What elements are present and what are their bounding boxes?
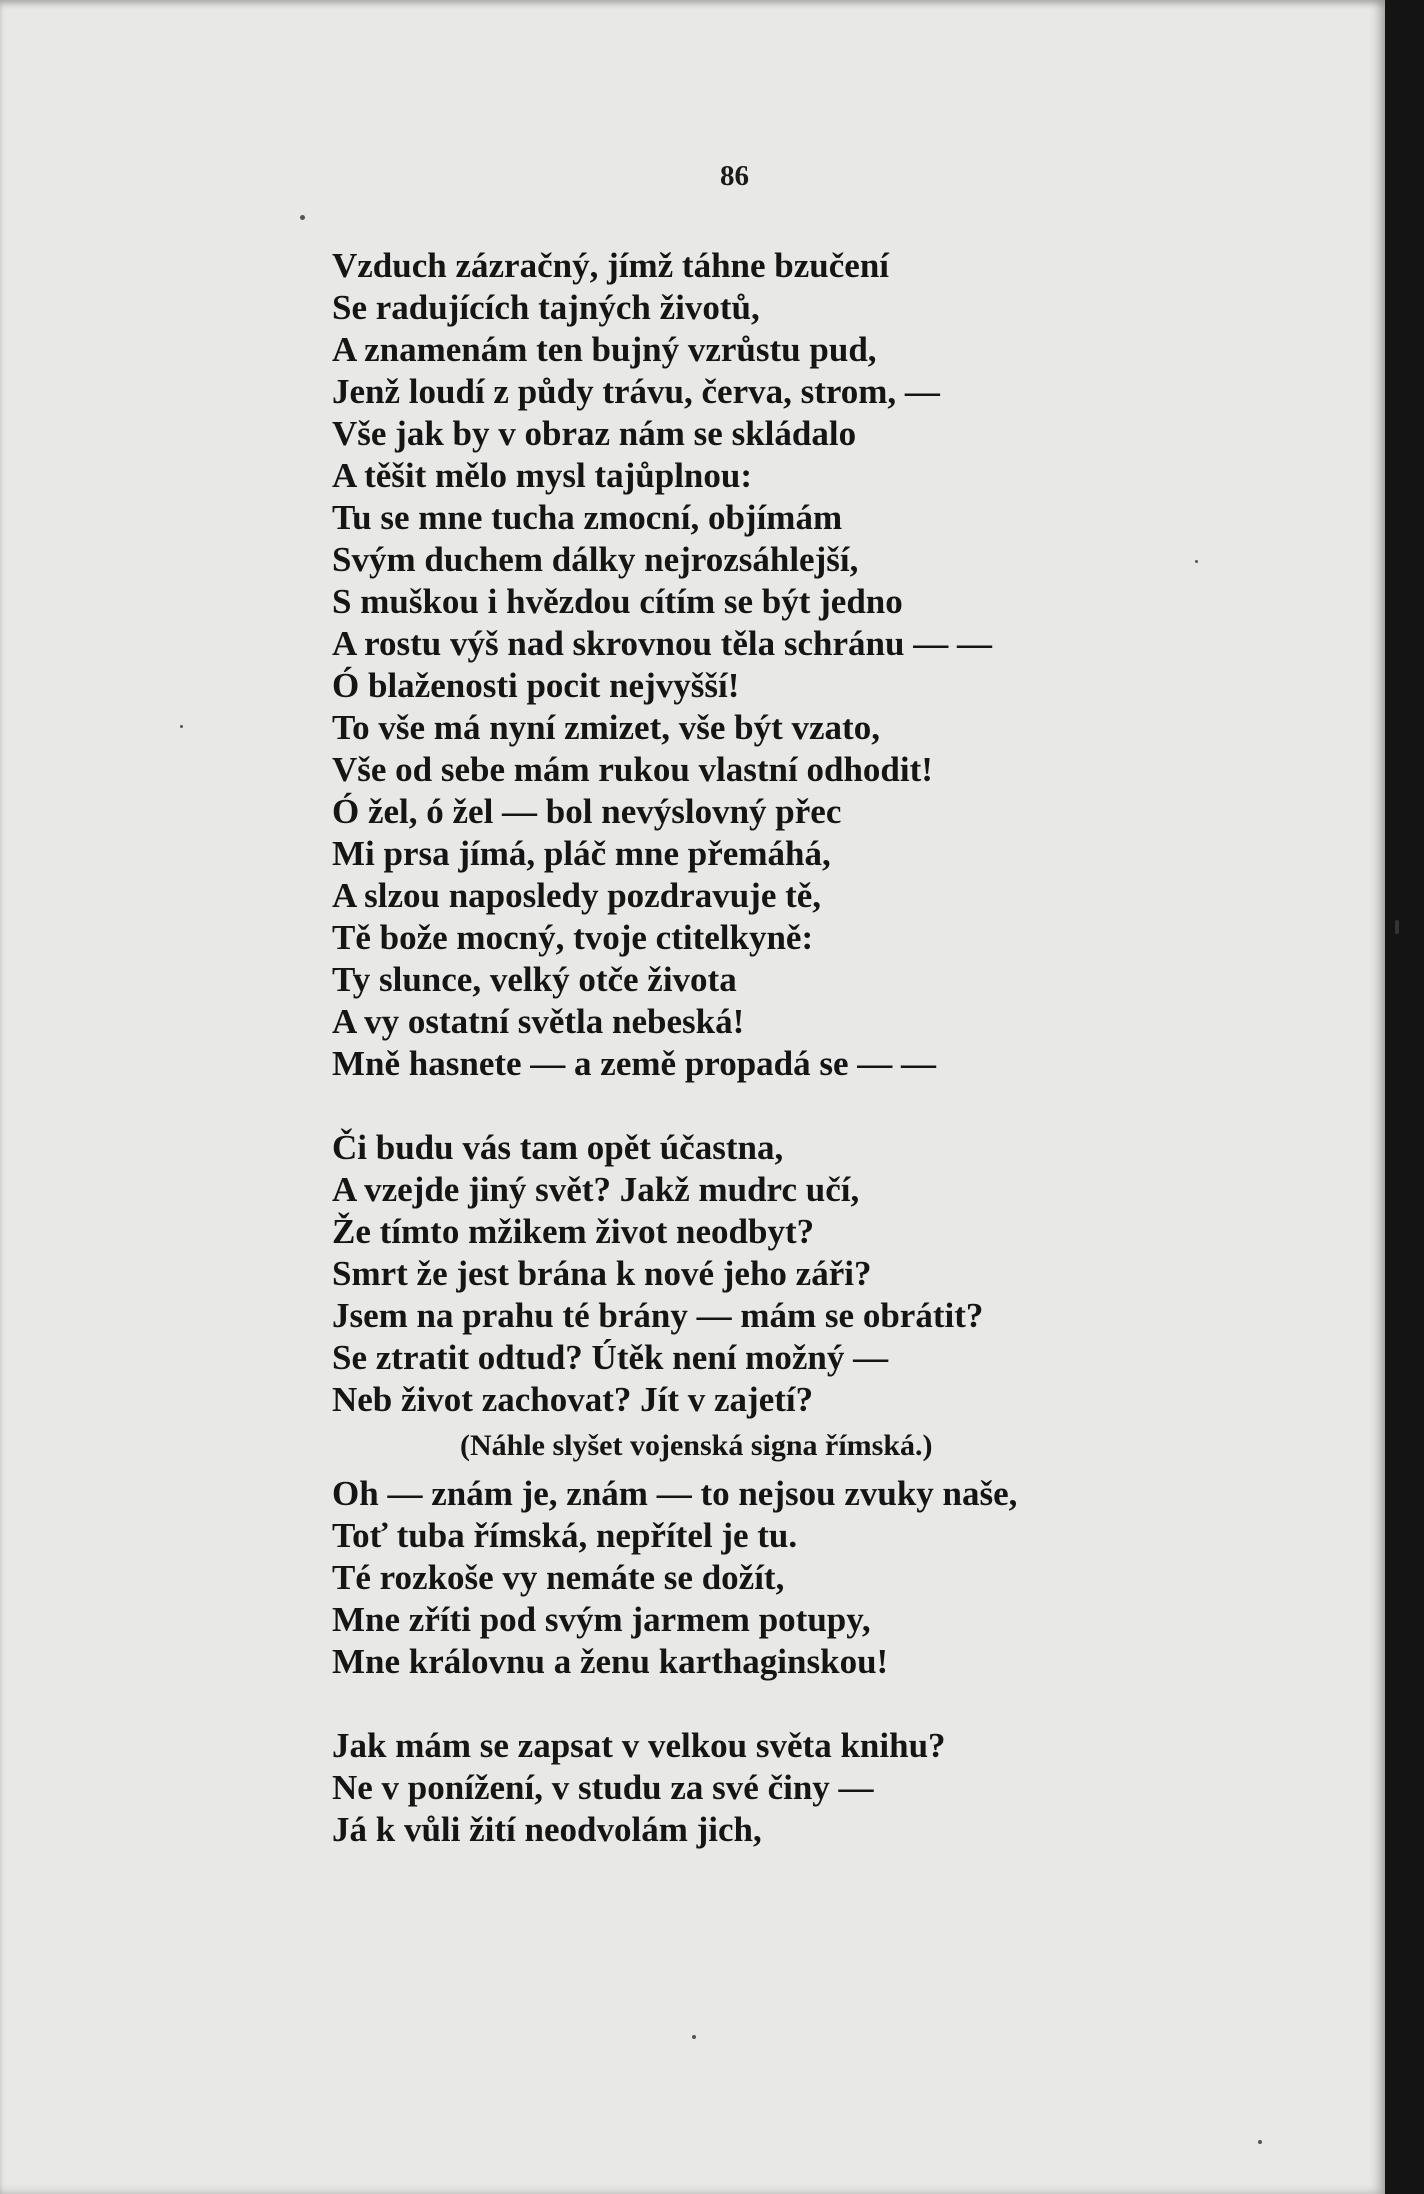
verse-line: Mne zříti pod svým jarmem potupy,	[332, 1600, 871, 1639]
verse-line: Ty slunce, velký otče života	[332, 960, 737, 999]
verse-line: A slzou naposledy pozdravuje tě,	[332, 876, 822, 915]
verse-line: Neb život zachovat? Jít v zajetí?	[332, 1380, 814, 1419]
verse-line: Oh — znám je, znám — to nejsou zvuky naše,	[332, 1474, 1018, 1513]
poem-text	[332, 245, 1232, 1851]
paper-speck	[1195, 560, 1198, 563]
stanza-gap	[332, 1085, 1232, 1127]
paper-speck	[1258, 2140, 1262, 2144]
stanza-4	[332, 1725, 1232, 1851]
verse-line: Vše jak by v obraz nám se skládalo	[332, 414, 857, 453]
verse-line: Že tímto mžikem život neodbyt?	[332, 1212, 815, 1251]
verse-line: Vše od sebe mám rukou vlastní odhodit!	[332, 750, 933, 789]
stanza-2	[332, 1127, 1232, 1421]
verse-line: A vzejde jiný svět? Jakž mudrc učí,	[332, 1170, 860, 1209]
verse-line: Či budu vás tam opět účastna,	[332, 1128, 784, 1167]
verse-line: Smrt že jest brána k nové jeho záři?	[332, 1254, 872, 1293]
verse-line: Ne v ponížení, v studu za své činy —	[332, 1768, 874, 1807]
stage-direction: (Náhle slyšet vojenská signa římská.)	[460, 1429, 933, 1462]
verse-line: Mne královnu a ženu karthaginskou!	[332, 1642, 889, 1681]
verse-line: Té rozkoše vy nemáte se dožít,	[332, 1558, 785, 1597]
verse-line: A těšit mělo mysl tajůplnou:	[332, 456, 752, 495]
verse-line: Jenž loudí z půdy trávu, červa, strom, —	[332, 372, 940, 411]
verse-line: S muškou i hvězdou cítím se být jedno	[332, 582, 903, 621]
verse-line: A znamenám ten bujný vzrůstu pud,	[332, 330, 877, 369]
paper-speck	[692, 2035, 696, 2039]
paper-speck	[180, 725, 183, 728]
verse-line: A vy ostatní světla nebeská!	[332, 1002, 745, 1041]
stanza-gap	[332, 1683, 1232, 1725]
verse-line: To vše má nyní zmizet, vše být vzato,	[332, 708, 880, 747]
verse-line: Vzduch zázračný, jímž táhne bzučení	[332, 246, 890, 285]
verse-line: Jsem na prahu té brány — mám se obrátit?	[332, 1296, 984, 1335]
page-number: 86	[720, 160, 749, 192]
verse-line: Se ztratit odtud? Útěk není možný —	[332, 1338, 889, 1377]
verse-line: Svým duchem dálky nejrozsáhlejší,	[332, 540, 859, 579]
verse-line: A rostu výš nad skrovnou těla schránu — —	[332, 624, 992, 663]
paper-speck	[300, 215, 305, 220]
verse-line: Se radujících tajných životů,	[332, 288, 760, 327]
verse-line: Ó žel, ó žel — bol nevýslovný přec	[332, 792, 842, 831]
paper-speck	[1395, 920, 1399, 934]
verse-line: Mi prsa jímá, pláč mne přemáhá,	[332, 834, 831, 873]
stanza-1	[332, 245, 1232, 1085]
verse-line: Tu se mne tucha zmocní, objímám	[332, 498, 843, 537]
verse-line: Mně hasnete — a země propadá se — —	[332, 1044, 937, 1083]
stanza-3	[332, 1473, 1232, 1683]
verse-line: Toť tuba římská, nepřítel je tu.	[332, 1516, 798, 1555]
verse-line: Tě bože mocný, tvoje ctitelkyně:	[332, 918, 814, 957]
verse-line: Ó blaženosti pocit nejvyšší!	[332, 666, 740, 705]
verse-line: Jak mám se zapsat v velkou světa knihu?	[332, 1726, 946, 1765]
verse-line: Já k vůli žití neodvolám jich,	[332, 1810, 762, 1849]
